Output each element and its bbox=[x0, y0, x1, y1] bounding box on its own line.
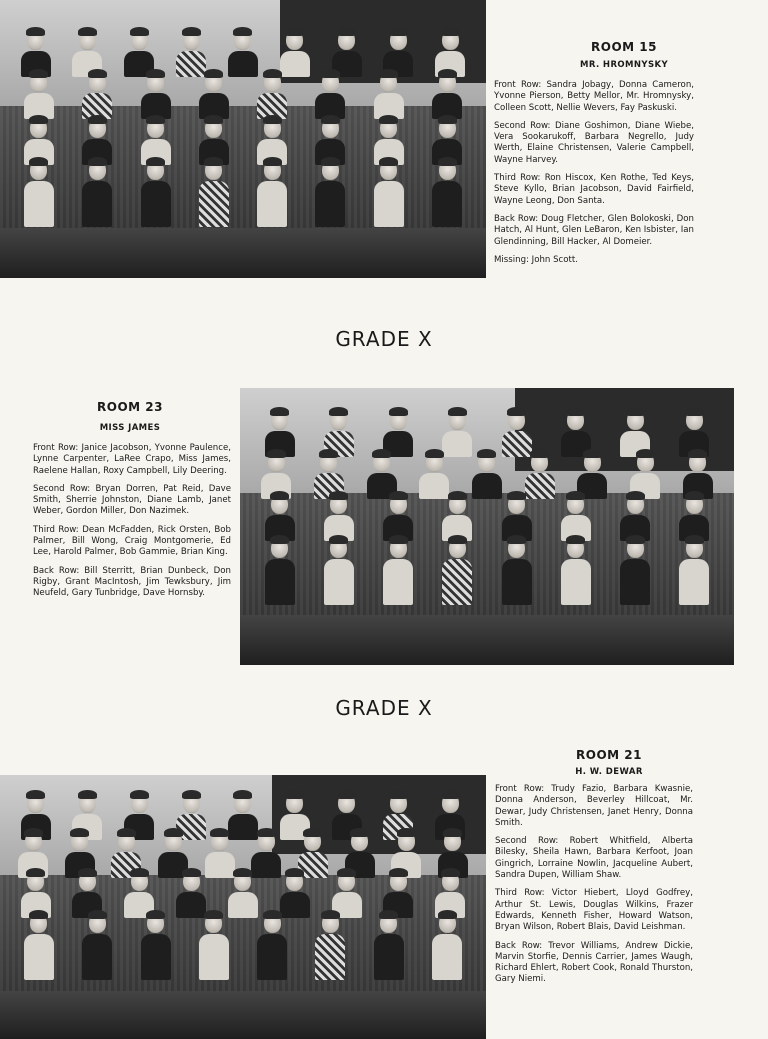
front-row-names: Front Row: Trudy Fazio, Barbara Kwasnie, Donna Anderson, Beverley Hillcoat, Mr. Dewar, Judy Christensen, Janet Henry, Donna Smith. bbox=[495, 784, 693, 828]
student-figure bbox=[280, 871, 310, 918]
student-figure bbox=[383, 494, 413, 541]
grade-label: GRADE X bbox=[335, 696, 433, 720]
student-figure bbox=[228, 871, 258, 918]
name-list bbox=[494, 80, 694, 273]
student-figure bbox=[82, 160, 112, 227]
student-figure bbox=[257, 72, 287, 119]
student-figure bbox=[199, 160, 229, 227]
room-heading: ROOM 15 bbox=[591, 40, 657, 54]
student-figure bbox=[432, 913, 462, 980]
photo-second-row bbox=[10, 871, 477, 918]
student-figure bbox=[374, 913, 404, 980]
teacher-name: MR. HROMNYSKY bbox=[579, 60, 669, 70]
second-row-names: Second Row: Diane Goshimon, Diane Wiebe, Vera Sookarukoff, Barbara Negrello, Judy Werth, Elaine Christensen, Valerie Campbell, Wayne Harvey. bbox=[494, 120, 694, 165]
photo-third-row bbox=[10, 72, 477, 119]
grade-label: GRADE X bbox=[335, 327, 433, 351]
student-figure bbox=[502, 410, 532, 457]
student-figure bbox=[502, 494, 532, 541]
student-figure bbox=[199, 72, 229, 119]
student-figure bbox=[374, 72, 404, 119]
student-figure bbox=[228, 30, 258, 77]
photo-back-row bbox=[10, 30, 477, 77]
missing-names: Missing: John Scott. bbox=[494, 254, 578, 265]
name-list bbox=[33, 443, 231, 607]
student-figure bbox=[24, 913, 54, 980]
third-row-names: Third Row: Dean McFadden, Rick Orsten, Bob Palmer, Bill Wong, Craig Montgomerie, Ed Lee, Harold Palmer, Bob Gammie, Brian King. bbox=[33, 524, 231, 558]
student-figure bbox=[442, 538, 472, 605]
front-row-names: Front Row: Janice Jacobson, Yvonne Paulence, Lynne Carpenter, LaRee Crapo, Miss James, Raelene Hallan, Roxy Campbell, Lily Deering. bbox=[33, 443, 231, 476]
student-figure bbox=[472, 452, 502, 499]
student-figure bbox=[419, 452, 449, 499]
student-figure bbox=[442, 494, 472, 541]
room-heading: ROOM 23 bbox=[97, 400, 163, 414]
student-figure bbox=[265, 494, 295, 541]
photo-front-row bbox=[250, 538, 724, 605]
student-figure bbox=[432, 160, 462, 227]
photo-second-row bbox=[250, 494, 724, 541]
front-row-names: Front Row: Sandra Jobagy, Donna Cameron, Yvonne Pierson, Betty Mellor, Mr. Hromnysky, Colleen Scott, Nellie Wevers, Fay Paskuski. bbox=[494, 80, 694, 113]
third-row-names: Third Row: Ron Hiscox, Ken Rothe, Ted Keys, Steve Kyllo, Brian Jacobson, David Fairfield, Wayne Leong, Don Santa. bbox=[494, 173, 694, 206]
student-figure bbox=[432, 72, 462, 119]
student-figure bbox=[679, 538, 709, 605]
student-figure bbox=[383, 538, 413, 605]
student-figure bbox=[315, 913, 345, 980]
student-figure bbox=[24, 72, 54, 119]
class-photo-room-23 bbox=[240, 388, 734, 665]
student-figure bbox=[24, 160, 54, 227]
back-row-names: Back Row: Trevor Williams, Andrew Dickie, Marvin Storfie, Dennis Carrier, James Waugh, Richard Ehlert, Robert Cook, Ronald Thurston, Gary Niemi. bbox=[495, 940, 693, 985]
student-figure bbox=[176, 30, 206, 77]
photo-front-row bbox=[10, 160, 477, 227]
student-figure bbox=[620, 538, 650, 605]
teacher-figure bbox=[502, 538, 532, 605]
back-row-names: Back Row: Bill Sterritt, Brian Dunbeck, Don Rigby, Grant MacIntosh, Jim Tewksbury, Jim Neufeld, Gary Tunbridge, Dave Hornsby. bbox=[33, 565, 231, 599]
student-figure bbox=[82, 72, 112, 119]
third-row-names: Third Row: Victor Hiebert, Lloyd Godfrey, Arthur St. Lewis, Douglas Wilkins, Frazer Edwards, Kenneth Fisher, Howard Watson, Bryan Wilson, Robert Blais, David Leishman. bbox=[495, 888, 693, 933]
teacher-figure bbox=[257, 160, 287, 227]
student-figure bbox=[141, 72, 171, 119]
student-figure bbox=[324, 538, 354, 605]
student-figure bbox=[280, 30, 310, 77]
photo-floor bbox=[240, 615, 734, 665]
teacher-figure bbox=[257, 913, 287, 980]
second-row-names: Second Row: Bryan Dorren, Pat Reid, Dave Smith, Sherrie Johnston, Diane Lamb, Janet Weber, Gordon Miller, Don Nazimek. bbox=[33, 483, 231, 517]
student-figure bbox=[525, 452, 555, 499]
room-heading: ROOM 21 bbox=[576, 748, 642, 762]
name-list bbox=[495, 784, 693, 993]
student-figure bbox=[620, 494, 650, 541]
photo-floor bbox=[0, 228, 486, 278]
class-photo-room-15 bbox=[0, 0, 486, 278]
teacher-name: MISS JAMES bbox=[99, 423, 161, 433]
student-figure bbox=[679, 494, 709, 541]
student-figure bbox=[374, 160, 404, 227]
photo-second-row bbox=[10, 118, 477, 165]
photo-front-row bbox=[10, 913, 477, 980]
student-figure bbox=[561, 538, 591, 605]
student-figure bbox=[265, 538, 295, 605]
student-figure bbox=[315, 160, 345, 227]
student-figure bbox=[199, 913, 229, 980]
student-figure bbox=[176, 871, 206, 918]
photo-third-row bbox=[250, 452, 724, 499]
second-row-names: Second Row: Robert Whitfield, Alberta Bilesky, Sheila Hawn, Barbara Kerfoot, Joan Gingrich, Lorraine Nowlin, Jacqueline Aubert, Sandra Dupen, William Shaw. bbox=[495, 836, 693, 881]
back-row-names: Back Row: Doug Fletcher, Glen Bolokoski, Don Hatch, Al Hunt, Glen LeBaron, Ken Isbister, Ian Glendinning, Bill Hacker, Al Domeier. bbox=[494, 213, 694, 247]
student-figure bbox=[82, 913, 112, 980]
class-photo-room-21 bbox=[0, 775, 486, 1039]
teacher-name: H. W. DEWAR bbox=[575, 767, 643, 777]
student-figure bbox=[442, 410, 472, 457]
student-figure bbox=[315, 72, 345, 119]
student-figure bbox=[141, 160, 171, 227]
student-figure bbox=[561, 494, 591, 541]
student-figure bbox=[141, 913, 171, 980]
student-figure bbox=[324, 494, 354, 541]
photo-floor bbox=[0, 991, 486, 1039]
